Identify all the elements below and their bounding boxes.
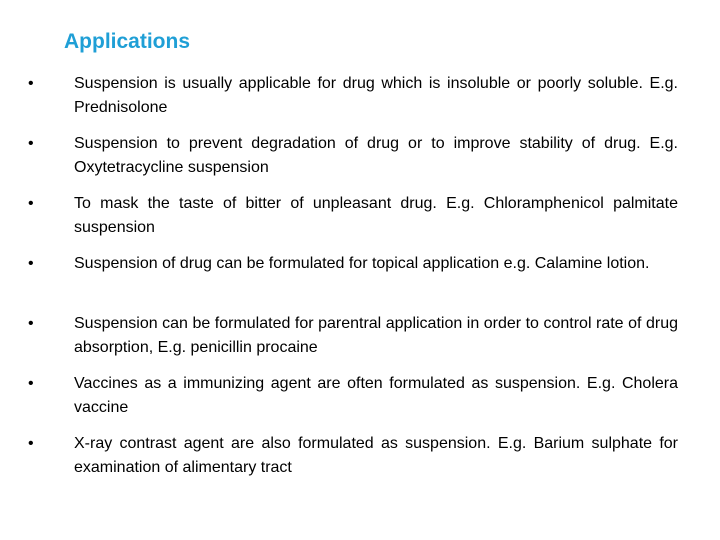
bullet-text: Suspension to prevent degradation of drug or to improve stability of drug. E.g. Oxytetracycline suspension: [74, 135, 678, 176]
bullet-item: [28, 312, 678, 360]
bullet-icon: •: [28, 75, 34, 92]
bullet-item: [28, 372, 678, 420]
bullet-item: [28, 132, 678, 180]
bullet-text: Suspension is usually applicable for drug which is insoluble or poorly soluble. E.g. Prednisolone: [74, 75, 678, 116]
bullet-icon: •: [28, 255, 34, 272]
bullet-text: Vaccines as a immunizing agent are often formulated as suspension. E.g. Cholera vaccine: [74, 375, 678, 416]
bullet-icon: •: [28, 375, 34, 392]
bullet-text: X-ray contrast agent are also formulated as suspension. E.g. Barium sulphate for examination of alimentary tract: [74, 435, 678, 476]
bullet-icon: •: [28, 435, 34, 452]
bullet-item: [28, 252, 678, 300]
bullet-icon: •: [28, 135, 34, 152]
bullet-item: [28, 72, 678, 120]
bullet-text: Suspension can be formulated for parentral application in order to control rate of drug absorption, E.g. penicillin procaine: [74, 315, 678, 356]
slide-title: Applications: [64, 30, 191, 53]
bullet-item: [28, 432, 678, 480]
bullet-item: [28, 192, 678, 240]
bullet-text: To mask the taste of bitter of unpleasant drug. E.g. Chloramphenicol palmitate suspension: [74, 195, 678, 236]
bullet-icon: •: [28, 315, 34, 332]
bullet-text: Suspension of drug can be formulated for topical application e.g. Calamine lotion.: [74, 255, 650, 272]
bullet-list: [28, 72, 678, 492]
bullet-icon: •: [28, 195, 34, 212]
